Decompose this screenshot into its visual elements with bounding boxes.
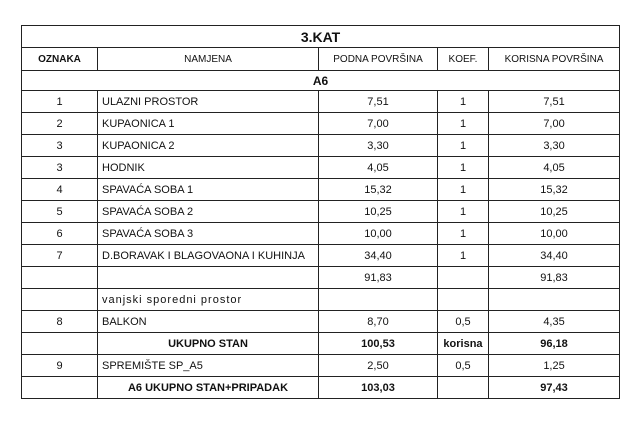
- cell-koef: 1: [438, 179, 489, 201]
- cell-oznaka: 8: [22, 311, 98, 333]
- cell-korisna: 3,30: [489, 135, 620, 157]
- cell-oznaka: 1: [22, 91, 98, 113]
- cell-oznaka: 9: [22, 355, 98, 377]
- cell-podna: 103,03: [319, 377, 438, 399]
- header-koef: KOEF.: [438, 48, 489, 71]
- table-row: [22, 333, 620, 355]
- area-table: [21, 25, 620, 399]
- table-row: [22, 267, 620, 289]
- cell-namjena: A6 UKUPNO STAN+PRIPADAK: [98, 377, 319, 399]
- cell-koef: 1: [438, 91, 489, 113]
- cell-oznaka: 5: [22, 201, 98, 223]
- cell-namjena: [98, 267, 319, 289]
- cell-oznaka: 2: [22, 113, 98, 135]
- cell-oznaka: [22, 333, 98, 355]
- cell-podna: 91,83: [319, 267, 438, 289]
- cell-korisna: 10,00: [489, 223, 620, 245]
- cell-namjena: SPAVAĆA SOBA 2: [98, 201, 319, 223]
- header-namjena: NAMJENA: [98, 48, 319, 71]
- cell-podna: 10,25: [319, 201, 438, 223]
- cell-oznaka: 3: [22, 135, 98, 157]
- cell-koef: 0,5: [438, 311, 489, 333]
- cell-podna: 15,32: [319, 179, 438, 201]
- cell-namjena: SPREMIŠTE SP_A5: [98, 355, 319, 377]
- cell-oznaka: 7: [22, 245, 98, 267]
- header-podna-povrsina: PODNA POVRŠINA: [319, 48, 438, 71]
- cell-koef: 1: [438, 245, 489, 267]
- cell-namjena: vanjski sporedni prostor: [98, 289, 319, 311]
- table-row: [22, 179, 620, 201]
- cell-podna: 4,05: [319, 157, 438, 179]
- cell-podna: 34,40: [319, 245, 438, 267]
- cell-korisna: 7,51: [489, 91, 620, 113]
- cell-koef: [438, 289, 489, 311]
- table-row: [22, 355, 620, 377]
- table-row: [22, 311, 620, 333]
- cell-namjena: SPAVAĆA SOBA 1: [98, 179, 319, 201]
- table-row: [22, 91, 620, 113]
- cell-korisna: [489, 289, 620, 311]
- cell-korisna: 10,25: [489, 201, 620, 223]
- cell-korisna: 91,83: [489, 267, 620, 289]
- cell-podna: 10,00: [319, 223, 438, 245]
- table-row: [22, 377, 620, 399]
- header-korisna-povrsina: KORISNA POVRŠINA: [489, 48, 620, 71]
- section-title: A6: [22, 71, 620, 91]
- cell-namjena: HODNIK: [98, 157, 319, 179]
- cell-namjena: D.BORAVAK I BLAGOVAONA I KUHINJA: [98, 245, 319, 267]
- cell-koef: 1: [438, 135, 489, 157]
- cell-namjena: BALKON: [98, 311, 319, 333]
- table-row: [22, 245, 620, 267]
- cell-korisna: 96,18: [489, 333, 620, 355]
- cell-koef: 0,5: [438, 355, 489, 377]
- cell-namjena: UKUPNO STAN: [98, 333, 319, 355]
- cell-koef: [438, 377, 489, 399]
- cell-oznaka: [22, 267, 98, 289]
- cell-namjena: KUPAONICA 2: [98, 135, 319, 157]
- cell-podna: 100,53: [319, 333, 438, 355]
- cell-koef: 1: [438, 113, 489, 135]
- cell-namjena: ULAZNI PROSTOR: [98, 91, 319, 113]
- cell-podna: [319, 289, 438, 311]
- cell-podna: 8,70: [319, 311, 438, 333]
- table-row: [22, 135, 620, 157]
- cell-koef: [438, 267, 489, 289]
- cell-korisna: 97,43: [489, 377, 620, 399]
- table-row: [22, 201, 620, 223]
- cell-koef: 1: [438, 223, 489, 245]
- table-row: [22, 223, 620, 245]
- cell-oznaka: 3: [22, 157, 98, 179]
- cell-oznaka: 6: [22, 223, 98, 245]
- cell-oznaka: 4: [22, 179, 98, 201]
- table-row: [22, 289, 620, 311]
- cell-korisna: 34,40: [489, 245, 620, 267]
- cell-korisna: 4,35: [489, 311, 620, 333]
- cell-korisna: 4,05: [489, 157, 620, 179]
- cell-oznaka: [22, 289, 98, 311]
- cell-oznaka: [22, 377, 98, 399]
- cell-podna: 3,30: [319, 135, 438, 157]
- header-oznaka: OZNAKA: [22, 48, 98, 71]
- cell-namjena: KUPAONICA 1: [98, 113, 319, 135]
- cell-koef: 1: [438, 157, 489, 179]
- cell-namjena: SPAVAĆA SOBA 3: [98, 223, 319, 245]
- table-row: [22, 113, 620, 135]
- table-title: 3.KAT: [22, 26, 620, 48]
- cell-koef: korisna: [438, 333, 489, 355]
- cell-podna: 7,00: [319, 113, 438, 135]
- cell-korisna: 7,00: [489, 113, 620, 135]
- cell-korisna: 15,32: [489, 179, 620, 201]
- cell-koef: 1: [438, 201, 489, 223]
- cell-korisna: 1,25: [489, 355, 620, 377]
- cell-podna: 7,51: [319, 91, 438, 113]
- cell-podna: 2,50: [319, 355, 438, 377]
- table-row: [22, 157, 620, 179]
